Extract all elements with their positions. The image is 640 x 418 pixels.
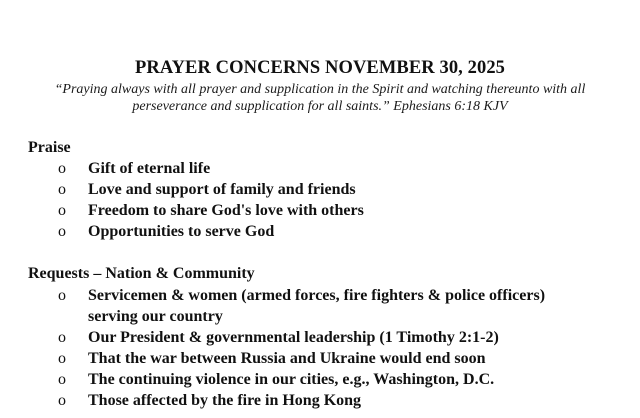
scripture-quote-line-1: “Praying always with all prayer and supplication in the Spirit and watching thereunto with all: [54, 82, 586, 97]
list-item: [0, 285, 640, 327]
list-item-text: Freedom to share God's love with others: [88, 202, 364, 219]
page-title: PRAYER CONCERNS NOVEMBER 30, 2025: [134, 58, 506, 78]
list-item-text: Servicemen & women (armed forces, fire fighters & police officers) serving our country: [88, 287, 546, 325]
list-item-text: Opportunities to serve God: [88, 223, 275, 240]
list-item: [0, 200, 640, 221]
list-item-text: Our President & governmental leadership (1 Timothy 2:1-2): [88, 329, 499, 346]
praise-list: [0, 158, 640, 242]
bullet-marker: o: [58, 329, 66, 346]
bullet-marker: o: [58, 160, 66, 177]
scripture-quote: [20, 81, 620, 115]
bullet-marker: o: [58, 223, 66, 240]
list-item-text: Gift of eternal life: [88, 160, 211, 177]
list-item: [0, 327, 640, 348]
bullet-marker: o: [58, 181, 66, 198]
bullet-marker: o: [58, 287, 66, 304]
bullet-marker: o: [58, 202, 66, 219]
requests-heading: Requests – Nation & Community: [28, 265, 255, 282]
list-item-text: Those affected by the fire in Hong Kong: [88, 392, 362, 409]
bullet-marker: o: [58, 392, 66, 409]
requests-list: [0, 285, 640, 411]
list-item-text: The continuing violence in our cities, e.g., Washington, D.C.: [88, 371, 495, 388]
list-item-text: Love and support of family and friends: [88, 181, 356, 198]
list-item-text: That the war between Russia and Ukraine would end soon: [88, 350, 486, 367]
bullet-marker: o: [58, 350, 66, 367]
list-item: [0, 158, 640, 179]
list-item: [0, 221, 640, 242]
list-item: [0, 179, 640, 200]
scripture-quote-line-2: perseverance and supplication for all saints.” Ephesians 6:18 KJV: [132, 99, 508, 114]
bullet-marker: o: [58, 371, 66, 388]
list-item: [0, 369, 640, 390]
list-item: [0, 390, 640, 411]
list-item: [0, 348, 640, 369]
praise-heading: Praise: [28, 139, 71, 156]
